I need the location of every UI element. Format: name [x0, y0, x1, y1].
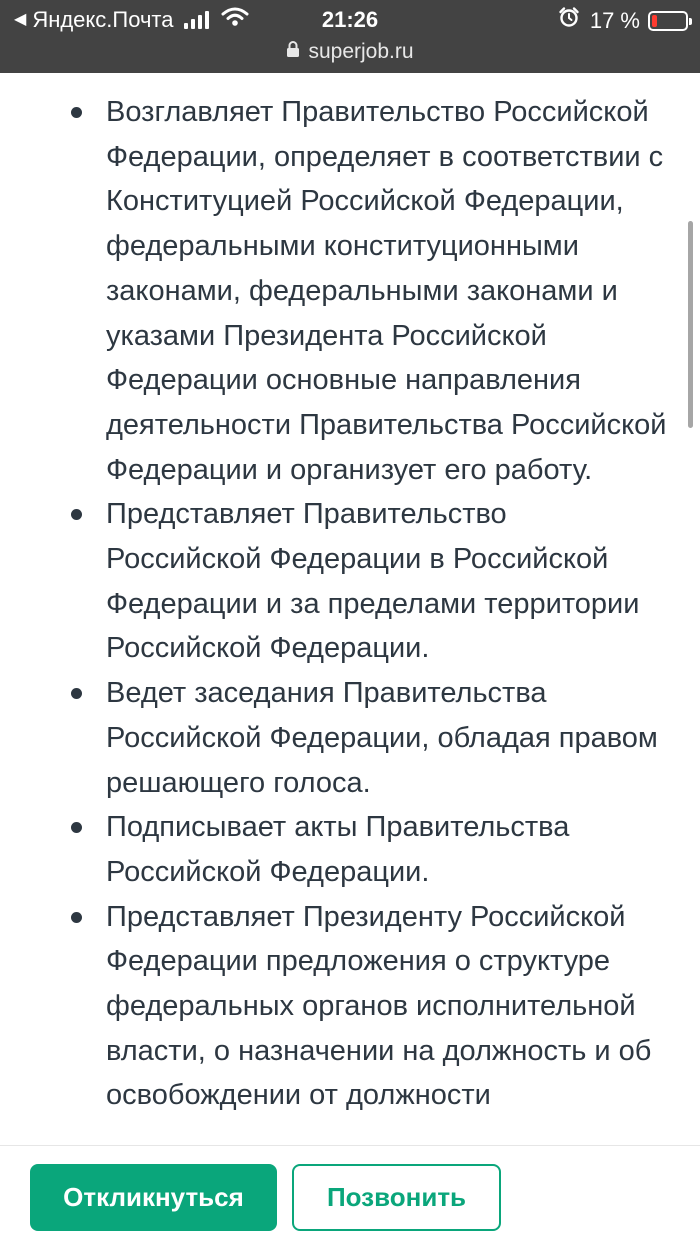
bullet-icon [71, 822, 82, 833]
list-item [0, 90, 700, 492]
url-text: superjob.ru [308, 40, 414, 63]
bullet-icon [71, 688, 82, 699]
battery-percent: 17 % [589, 7, 640, 33]
back-app-name[interactable]: Яндекс.Почта [32, 7, 174, 32]
lock-icon [286, 38, 300, 66]
battery-icon [648, 11, 688, 31]
vacancy-content [0, 73, 700, 1145]
list-item-text: Ведет заседания Правительства Российской Федерации, обладая правом решающего голоса. [106, 677, 658, 799]
status-bar-right [558, 6, 688, 35]
respond-button[interactable]: Откликнуться [30, 1164, 277, 1231]
list-item [0, 671, 700, 805]
bullet-icon [71, 107, 82, 118]
list-item-text: Представляет Президенту Российской Федерации предложения о структуре федеральных органов исполнительной власти, о назначении на должность и об освобождении от должности [106, 900, 652, 1112]
duties-list [0, 90, 700, 1118]
list-item-text: Представляет Правительство Российской Федерации в Российской Федерации и за пределами территории Российской Федерации. [106, 498, 640, 665]
battery-level [652, 15, 657, 27]
clock: 21:26 [321, 7, 379, 32]
address-bar[interactable] [0, 38, 700, 66]
list-item [0, 805, 700, 894]
back-arrow-icon[interactable]: ◀ [14, 11, 27, 28]
bullet-icon [71, 509, 82, 520]
bullet-icon [71, 912, 82, 923]
action-bar [0, 1145, 700, 1245]
list-item-text: Подписывает акты Правительства Российской Федерации. [106, 811, 570, 888]
list-item [0, 492, 700, 671]
list-item [0, 895, 700, 1119]
status-bar [0, 0, 700, 73]
alarm-icon [558, 6, 580, 35]
scrollbar[interactable] [688, 221, 693, 428]
list-item-text: Возглавляет Правительство Российской Федерации, определяет в соответствии с Конституцией Российской Федерации, федеральными конституционными законами, федеральными законами и указами Президента Российской Федерации основные направления деятельности Правительства Российской Федерации и организует его работу. [106, 96, 667, 486]
call-button[interactable]: Позвонить [292, 1164, 501, 1231]
